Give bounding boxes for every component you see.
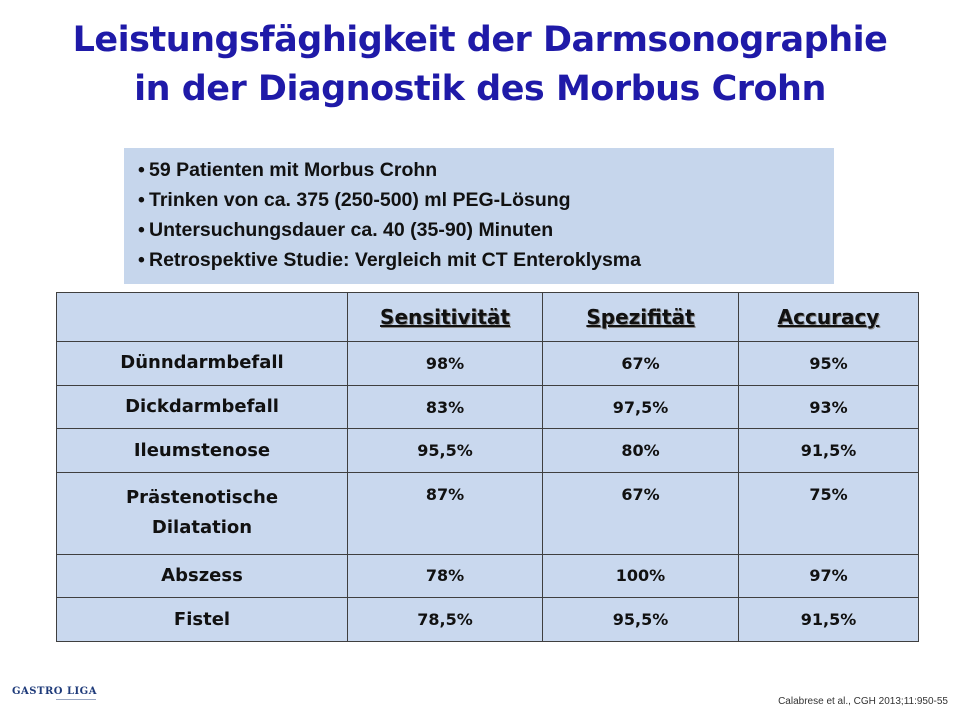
row-label: Ileumstenose [57,429,348,473]
table-row [57,554,919,598]
results-table [56,292,919,642]
bullet-icon: • [138,189,145,211]
header-specificity: Spezifität [543,293,739,342]
header-sensitivity: Sensitivität [348,293,543,342]
row-label [57,473,348,554]
accuracy-value: 91,5% [739,598,919,642]
table-row [57,385,919,429]
bullet-icon: • [138,249,145,271]
table-row [57,342,919,386]
sensitivity-value: 95,5% [348,429,543,473]
row-label: Abszess [57,554,348,598]
bullet-icon: • [138,219,145,241]
accuracy-value: 97% [739,554,919,598]
accuracy-value: 75% [739,473,919,554]
info-item-text: Untersuchungsdauer ca. 40 (35-90) Minuten [149,219,554,241]
gastroliga-logo [12,682,102,708]
specificity-value: 80% [543,429,739,473]
info-item-text: 59 Patienten mit Morbus Crohn [149,159,438,181]
table-header-row [57,293,919,342]
info-item-text: Retrospektive Studie: Vergleich mit CT Enteroklysma [149,249,641,271]
specificity-value: 100% [543,554,739,598]
sensitivity-value: 78,5% [348,598,543,642]
title-line-1: Leistungsfäghigkeit der Darmsonographie [72,20,888,60]
sensitivity-value: 87% [348,473,543,554]
slide-title [0,16,960,114]
logo-underline [56,699,96,704]
study-info-box [124,148,834,284]
specificity-value: 95,5% [543,598,739,642]
accuracy-value: 93% [739,385,919,429]
accuracy-value: 95% [739,342,919,386]
table-row [57,598,919,642]
sensitivity-value: 83% [348,385,543,429]
info-item-text: Trinken von ca. 375 (250-500) ml PEG-Lösung [149,189,571,211]
title-line-2: in der Diagnostik des Morbus Crohn [134,69,826,109]
row-label-line-2: Dilatation [151,517,253,539]
citation: Calabrese et al., CGH 2013;11:950-55 [778,696,948,707]
row-label: Fistel [57,598,348,642]
specificity-value: 97,5% [543,385,739,429]
info-item [138,155,834,185]
specificity-value: 67% [543,342,739,386]
table-row [57,473,919,554]
sensitivity-value: 78% [348,554,543,598]
info-item [138,185,834,215]
table-row [57,429,919,473]
info-item [138,245,834,275]
study-info-list [138,155,834,275]
logo-text: GASTRO LIGA [12,686,97,697]
header-accuracy: Accuracy [739,293,919,342]
bullet-icon: • [138,159,145,181]
info-item [138,215,834,245]
sensitivity-value: 98% [348,342,543,386]
row-label: Dickdarmbefall [57,385,348,429]
specificity-value: 67% [543,473,739,554]
row-label: Dünndarmbefall [57,342,348,386]
row-label-line-1: Prästenotische [125,487,279,509]
header-empty-cell [57,293,348,342]
accuracy-value: 91,5% [739,429,919,473]
